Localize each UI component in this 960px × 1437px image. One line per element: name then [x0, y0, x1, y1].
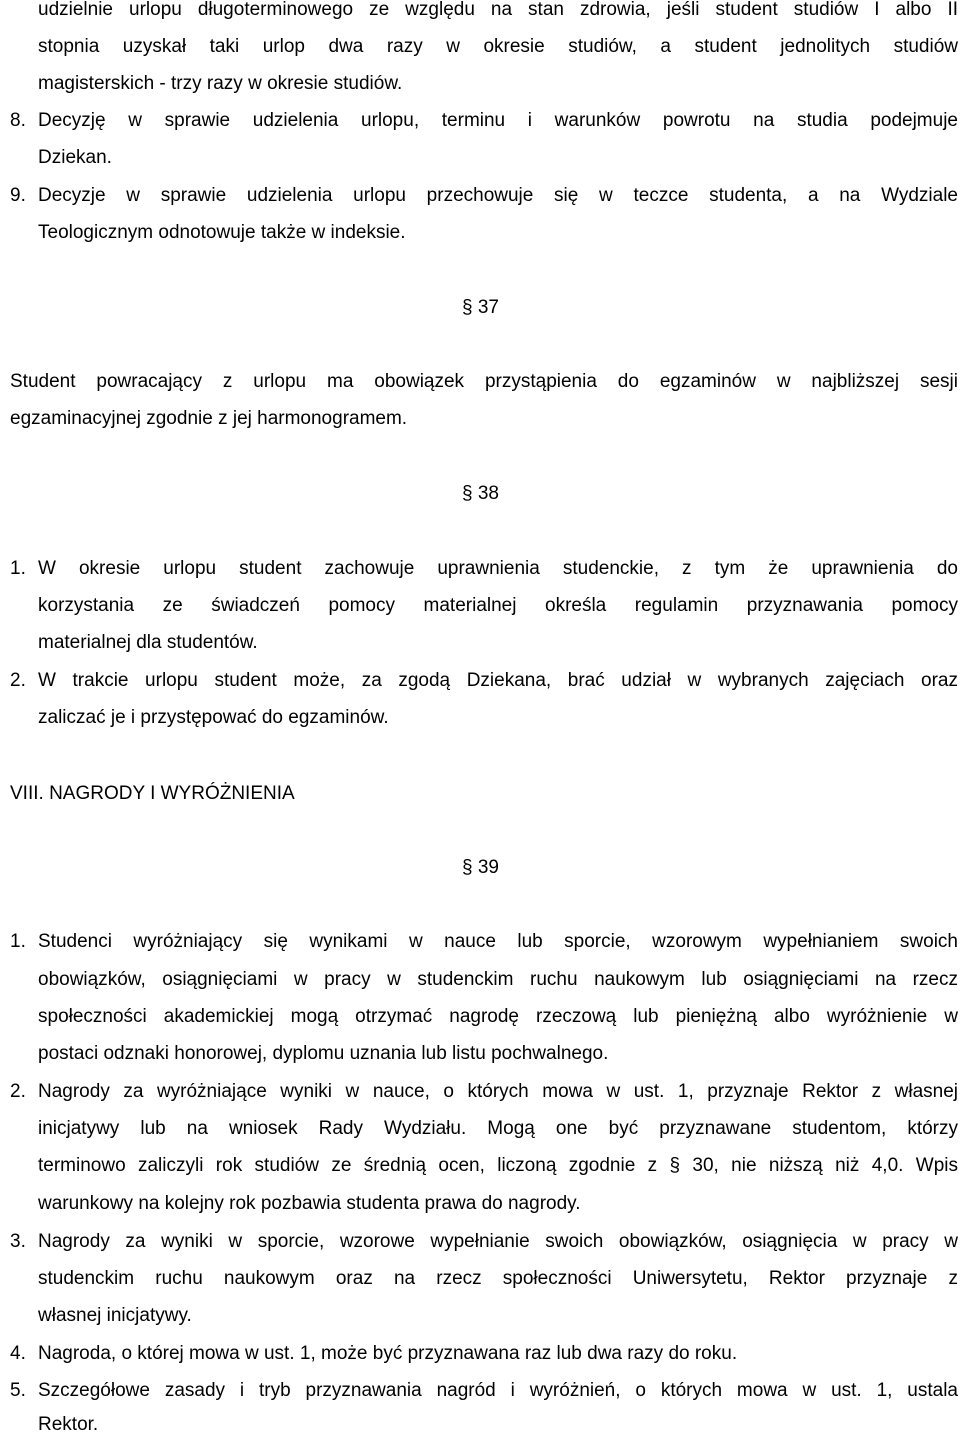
list-number: 3. — [10, 1231, 26, 1252]
text-line: Dziekan. — [38, 147, 112, 168]
list-number: 5. — [10, 1380, 26, 1401]
text-line: materialnej dla studentów. — [38, 632, 258, 653]
text-line: korzystania ze świadczeń pomocy materialnej określa regulamin przyznawania pomocy — [38, 595, 958, 616]
list-number: 8. — [10, 110, 26, 131]
text-line: społeczności akademickiej mogą otrzymać nagrodę rzeczową lub pieniężną albo wyróżnienie w — [38, 1006, 958, 1027]
list-number: 2. — [10, 1081, 26, 1102]
text-line: zaliczać je i przystępować do egzaminów. — [38, 707, 389, 728]
text-line: magisterskich - trzy razy w okresie studiów. — [38, 73, 403, 94]
text-line: Decyzję w sprawie udzielenia urlopu, terminu i warunków powrotu na studia podejmuje — [38, 110, 958, 131]
text-line: Nagrody za wyniki w sporcie, wzorowe wypełnianie swoich obowiązków, osiągnięcia w pracy w — [38, 1231, 958, 1252]
section-heading: § 38 — [462, 483, 499, 504]
text-line: udzielnie urlopu długoterminowego ze względu na stan zdrowia, jeśli student studiów I albo II — [38, 0, 958, 20]
section-heading: § 37 — [462, 297, 499, 318]
list-number: 9. — [10, 185, 26, 206]
text-line: Szczegółowe zasady i tryb przyznawania nagród i wyróżnień, o których mowa w ust. 1, ustala — [38, 1380, 958, 1401]
text-line: W trakcie urlopu student może, za zgodą Dziekana, brać udział w wybranych zajęciach oraz — [38, 670, 958, 691]
text-line: inicjatywy lub na wniosek Rady Wydziału. Mogą one być przyznawane studentom, którzy — [38, 1118, 958, 1139]
list-number: 4. — [10, 1343, 26, 1364]
text-line: stopnia uzyskał taki urlop dwa razy w okresie studiów, a student jednolitych studiów — [38, 36, 958, 57]
text-line: Student powracający z urlopu ma obowiązek przystąpienia do egzaminów w najbliższej sesji — [10, 371, 958, 392]
list-number: 2. — [10, 670, 26, 691]
list-number: 1. — [10, 931, 26, 952]
section-heading: § 39 — [462, 857, 499, 878]
text-line: egzaminacyjnej zgodnie z jej harmonogramem. — [10, 408, 408, 429]
text-line: studenckim ruchu naukowym oraz na rzecz społeczności Uniwersytetu, Rektor przyznaje z — [38, 1268, 958, 1289]
text-line: terminowo zaliczyli rok studiów ze średnią ocen, liczoną zgodnie z § 30, nie niższą niż 4,0. Wpis — [38, 1155, 958, 1176]
chapter-heading: VIII. NAGRODY I WYRÓŻNIENIA — [10, 783, 295, 804]
text-line: Rektor. — [38, 1414, 99, 1435]
text-line: warunkowy na kolejny rok pozbawia studenta prawa do nagrody. — [38, 1193, 581, 1214]
text-line: Nagroda, o której mowa w ust. 1, może być przyznawana raz lub dwa razy do roku. — [38, 1343, 738, 1364]
text-line: Studenci wyróżniający się wynikami w nauce lub sporcie, wzorowym wypełnianiem swoich — [38, 931, 958, 952]
text-line: własnej inicjatywy. — [38, 1305, 192, 1326]
text-line: W okresie urlopu student zachowuje uprawnienia studenckie, z tym że uprawnienia do — [38, 558, 958, 579]
text-line: Nagrody za wyróżniające wyniki w nauce, o których mowa w ust. 1, przyznaje Rektor z własnej — [38, 1081, 958, 1102]
text-line: obowiązków, osiągnięciami w pracy w studenckim ruchu naukowym lub osiągnięciami na rzecz — [38, 969, 958, 990]
text-line: postaci odznaki honorowej, dyplomu uznania lub listu pochwalnego. — [38, 1043, 609, 1064]
list-number: 1. — [10, 558, 26, 579]
text-line: Decyzje w sprawie udzielenia urlopu przechowuje się w teczce studenta, a na Wydziale — [38, 185, 958, 206]
text-line: Teologicznym odnotowuje także w indeksie. — [38, 222, 406, 243]
